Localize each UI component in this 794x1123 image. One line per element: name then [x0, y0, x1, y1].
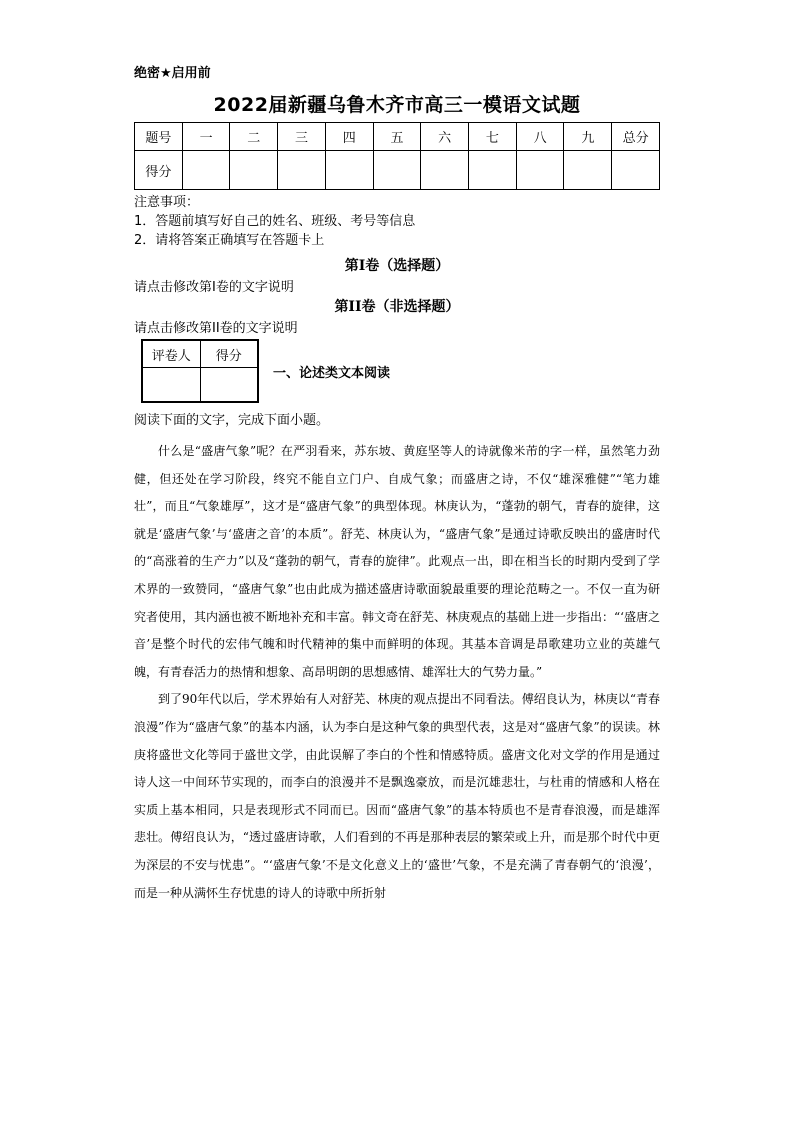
grader-header-row: [142, 340, 258, 368]
score-cell: [469, 151, 517, 190]
score-table-col: 八: [516, 123, 564, 151]
passage-paragraph: 什么是“盛唐气象”呢？在严羽看来，苏东坡、黄庭坚等人的诗就像米芾的字一样，虽然笔力劲健，但还处在学习阶段，终究不能自立门户、自成气象；而盛唐之诗，不仅“雄深雅健”“笔力雄壮”，而且“气象雄厚”，这才是“盛唐气象”的典型体现。林庚认为，“蓬勃的朝气，青春的旋律，这就是‘盛唐气象’与‘盛唐之音’的本质”。舒芜、林庚认为，“盛唐气象”是通过诗歌反映出的盛唐时代的“高涨着的生产力”以及“蓬勃的朝气，青春的旋律”。此观点一出，即在相当长的时期内受到了学术界的一致赞同，“盛唐气象”也由此成为描述盛唐诗歌面貌最重要的理论范畴之一。不仅一直为研究者使用，其内涵也被不断地补充和丰富。韩文奇在舒芜、林庚观点的基础上进一步指出：“‘盛唐之音’是整个时代的宏伟气魄和时代精神的集中而鲜明的体现。其基本音调是昂歌建功立业的英雄气魄，有青春活力的热情和想象、高昂明朗的思想感情、雄浑壮大的气势力量。”: [134, 444, 660, 679]
score-cell: [325, 151, 373, 190]
grader-cell: [200, 368, 258, 403]
score-table-col: 四: [325, 123, 373, 151]
volume2-hint[interactable]: 请点击修改第II卷的文字说明: [134, 321, 298, 336]
score-table-header-label: 题号: [135, 123, 183, 151]
grader-cell: [142, 368, 200, 403]
notes-heading: 注意事项：: [134, 195, 200, 210]
score-cell: [612, 151, 660, 190]
score-table-col: 二: [230, 123, 278, 151]
notes: [134, 193, 415, 250]
passage-paragraph: 到了90年代以后，学术界始有人对舒芜、林庚的观点提出不同看法。傅绍良认为，林庚以“青春浪漫”作为“盛唐气象”的基本内涵，认为李白是这种气象的典型代表，这是对“盛唐气象”的误读。林庚将盛世文化等同于盛世文学，由此误解了李白的个性和情感特质。盛唐文化对文学的作用是通过诗人这一中间环节实现的，而李白的浪漫并不是飘逸豪放，而是沉雄悲壮，与杜甫的情感和人格在实质上基本相同，只是表现形式不同而已。因而“盛唐气象”的基本特质也不是青春浪漫，而是雄浑悲壮。傅绍良认为，“透过盛唐诗歌，人们看到的不再是那种表层的繁荣或上升，而是那个时代中更为深层的不安与忧患”。“‘盛唐气象’不是文化意义上的‘盛世’气象，不是充满了青春朝气的‘浪漫’，而是一种从满怀生存忧患的诗人的诗歌中所折射: [134, 692, 660, 900]
volume2-title: 第II卷（非选择题）: [334, 299, 460, 315]
score-cell: [564, 151, 612, 190]
score-table-col: 五: [373, 123, 421, 151]
grader-score-label: 得分: [200, 340, 258, 368]
score-table-score-row: [135, 151, 660, 190]
grader-empty-row: [142, 368, 258, 403]
notes-item: 2．请将答案正确填写在答题卡上: [134, 233, 325, 248]
notes-item: 1．答题前填写好自己的姓名、班级、考号等信息: [134, 214, 416, 229]
section-instruction: 阅读下面的文字，完成下面小题。: [134, 413, 330, 428]
score-cell: [182, 151, 230, 190]
score-table-col: 七: [469, 123, 517, 151]
section-title: 一、论述类文本阅读: [273, 366, 391, 381]
score-table-col: 六: [421, 123, 469, 151]
volume1-hint[interactable]: 请点击修改第I卷的文字说明: [134, 280, 294, 295]
score-table-header-row: [135, 123, 660, 151]
score-table-row-label: 得分: [135, 151, 183, 190]
score-cell: [421, 151, 469, 190]
score-cell: [278, 151, 326, 190]
score-table-col: 三: [278, 123, 326, 151]
score-cell: [373, 151, 421, 190]
score-cell: [230, 151, 278, 190]
score-table: [134, 122, 660, 190]
secret-mark: 绝密★启用前: [134, 66, 211, 81]
volume1-title: 第I卷（选择题）: [344, 258, 450, 274]
score-table-col: 总分: [612, 123, 660, 151]
score-table-col: 一: [182, 123, 230, 151]
score-cell: [516, 151, 564, 190]
reading-passage: [134, 438, 660, 907]
exam-title: 2022届新疆乌鲁木齐市高三一模语文试题: [213, 94, 581, 116]
score-table-col: 九: [564, 123, 612, 151]
grader-label: 评卷人: [142, 340, 200, 368]
grader-table: [141, 339, 259, 403]
